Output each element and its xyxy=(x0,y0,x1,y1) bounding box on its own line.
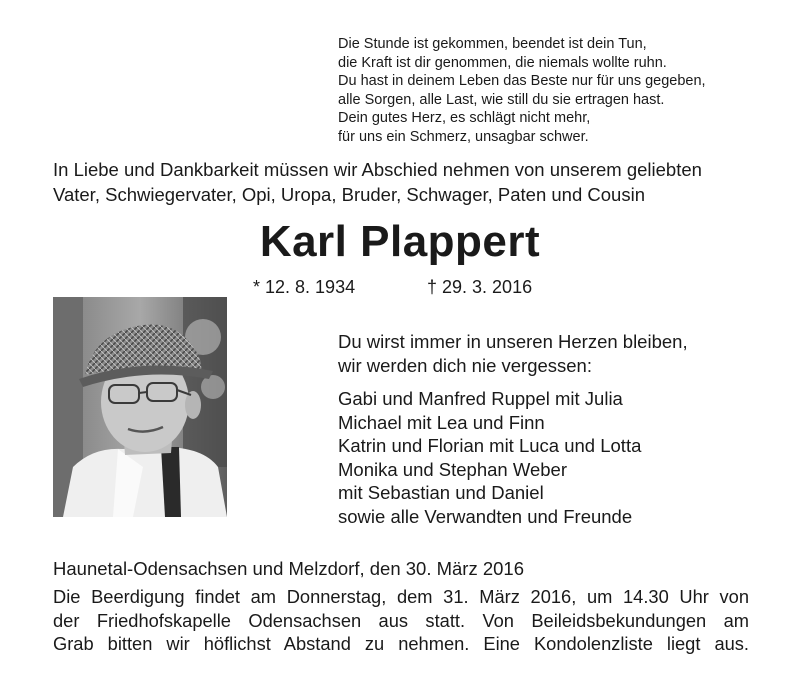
birth-date: * 12. 8. 1934 xyxy=(253,277,356,297)
funeral-line: Grab bitten wir höflichst Abstand zu nehmen. Eine Kondolenzliste liegt aus. xyxy=(53,633,749,654)
portrait-photo xyxy=(53,297,227,517)
funeral-line: der Friedhofskapelle Odensachsen aus statt. Von Beileidsbekundungen am xyxy=(53,609,749,631)
poem-line: alle Sorgen, alle Last, wie still du sie ertragen hast. xyxy=(338,91,665,108)
poem xyxy=(338,35,706,147)
funeral-notice xyxy=(53,585,749,656)
deceased-name: Karl Plappert xyxy=(259,217,541,266)
mourner-line: Monika und Stephan Weber xyxy=(338,458,568,480)
mourner-line: Michael mit Lea und Finn xyxy=(338,411,545,433)
poem-line: die Kraft ist dir genommen, die niemals wollte ruhn. xyxy=(338,54,667,71)
family-block xyxy=(338,330,688,528)
poem-line: für uns ein Schmerz, unsagbar schwer. xyxy=(338,128,589,145)
intro-text xyxy=(53,157,753,207)
portrait-image xyxy=(53,297,227,517)
mourner-line: sowie alle Verwandten und Freunde xyxy=(338,505,633,527)
intro-line: Vater, Schwiegervater, Opi, Uropa, Bruder, Schwager, Paten und Cousin xyxy=(53,184,645,205)
poem-line: Die Stunde ist gekommen, beendet ist dein Tun, xyxy=(338,36,647,52)
poem-line: Du hast in deinem Leben das Beste nur für uns gegeben, xyxy=(338,73,706,90)
place-date: Haunetal-Odensachsen und Melzdorf, den 30. März 2016 xyxy=(53,558,525,579)
intro-line: In Liebe und Dankbarkeit müssen wir Abschied nehmen von unserem geliebten xyxy=(53,159,702,180)
memorial-line: wir werden dich nie vergessen: xyxy=(338,354,592,376)
mourner-line: mit Sebastian und Daniel xyxy=(338,482,544,503)
mourner-line: Gabi und Manfred Ruppel mit Julia xyxy=(338,388,623,409)
mourner-line: Katrin und Florian mit Luca und Lotta xyxy=(338,435,642,456)
memorial-line: Du wirst immer in unseren Herzen bleiben, xyxy=(338,331,688,352)
poem-line: Dein gutes Herz, es schlägt nicht mehr, xyxy=(338,110,591,127)
funeral-line: Die Beerdigung findet am Donnerstag, dem 31. März 2016, um 14.30 Uhr von xyxy=(53,586,749,607)
death-date: † 29. 3. 2016 xyxy=(427,277,533,297)
